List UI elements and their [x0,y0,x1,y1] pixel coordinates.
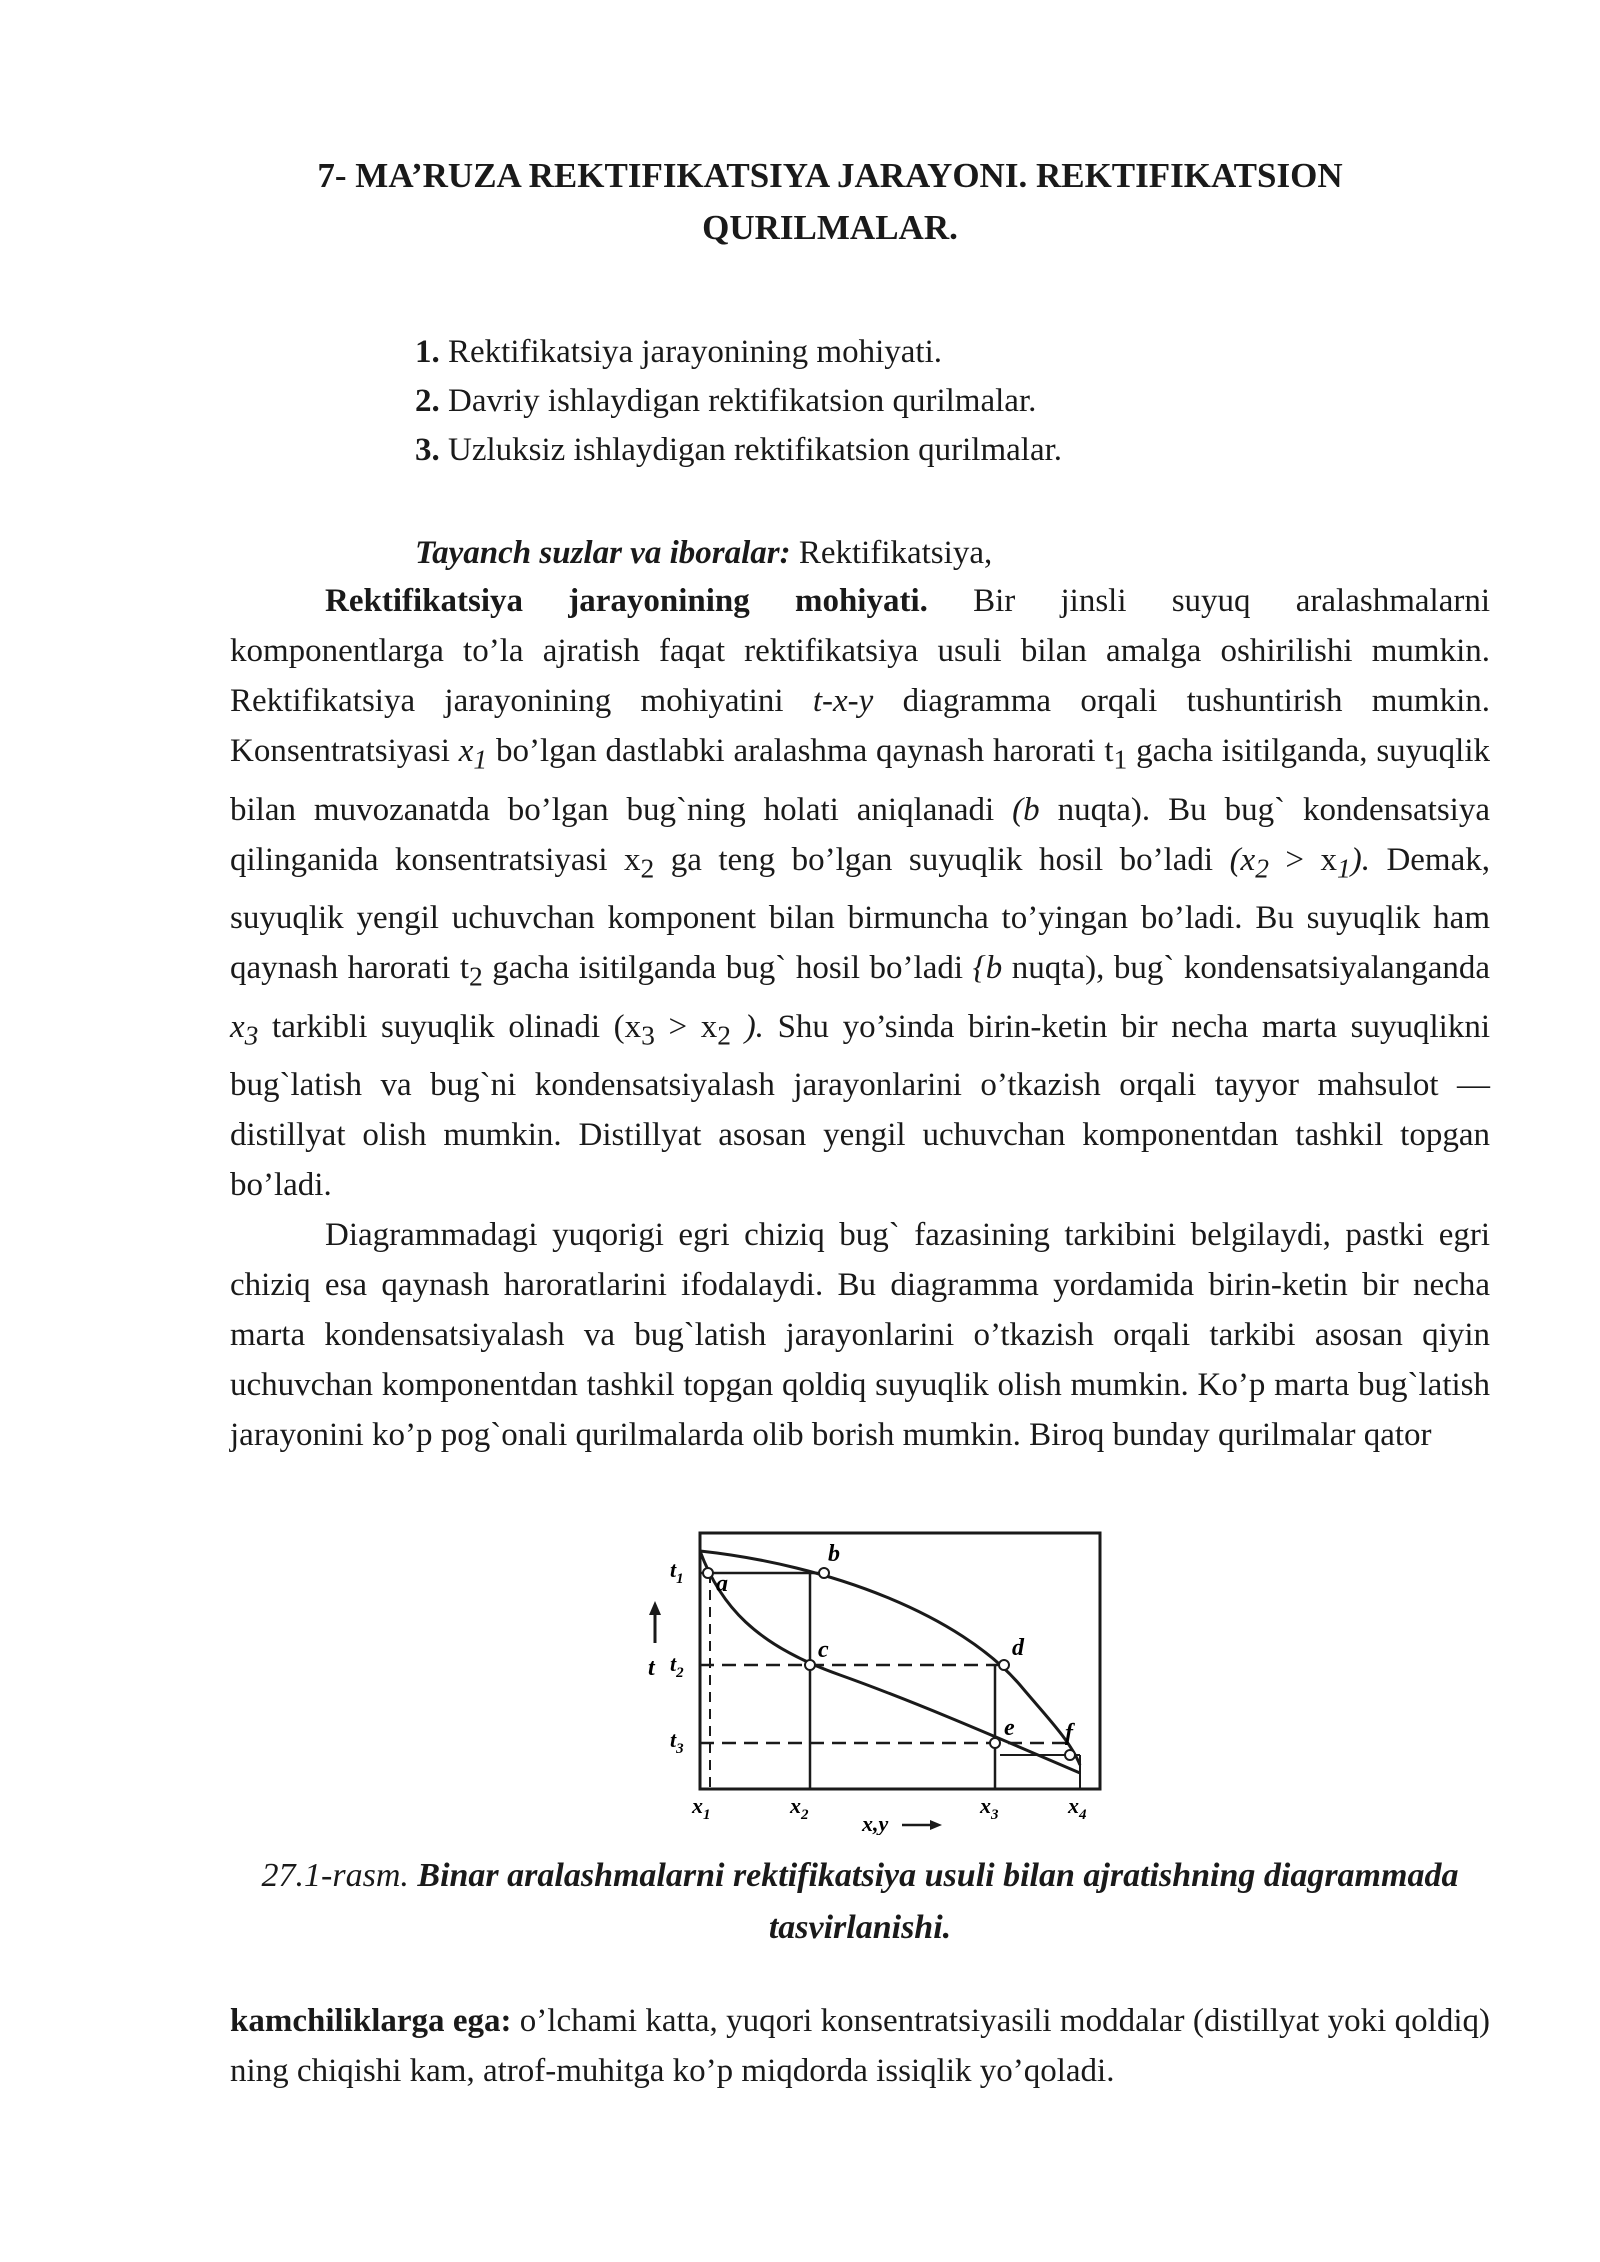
text-run: ). [744,1008,764,1045]
keywords-line [415,528,992,578]
topic-number: 1. [415,334,440,370]
x1-label: $x_1$ [692,1793,711,1823]
subscript: 2 [1255,852,1269,884]
text-run: ga teng bo’lgan suyuqlik hosil bo’ladi [654,841,1230,878]
text-run: nuqta), bug` kondensatsiyalanganda [1002,950,1491,987]
subscript: 2 [469,960,483,992]
text-run: tarkibli suyuqlik olinadi (x [258,1008,642,1045]
topics-list [415,328,1062,475]
topic-item [415,377,1062,426]
main-text [230,576,1490,1460]
text-run: Demak, suyuqlik yengil uchuvchan komponent bilan birmuncha to’yingan bo’ladi. Bu suyuqlik ham qaynash harorati t [230,841,1490,987]
closing-label: kamchiliklarga ega: [230,2003,512,2039]
x4-label: $x_4$ [1068,1793,1087,1823]
point-label-d: d [1012,1635,1024,1661]
point-c [805,1660,815,1670]
section-heading: Rektifikatsiya jarayonining mohiyati. [325,583,928,619]
text-run: gacha isitilganda bug` hosil bo’ladi [482,950,973,987]
t2-label: $t_2$ [670,1651,684,1681]
point-d [999,1660,1009,1670]
t3-label: $t_3$ [670,1727,684,1757]
keywords-label: Tayanch suzlar va iboralar: [415,535,791,571]
topic-text: Davriy ishlaydigan rektifikatsion qurilmalar. [439,383,1037,419]
t-axis-arrowhead [649,1601,661,1615]
subscript: 1 [1336,852,1351,884]
title-line-1: 7- MA’RUZA REKTIFIKATSIYA JARAYONI. REKTIFIKATSION [317,156,1343,195]
point-e [990,1738,1000,1748]
topic-text: Rektifikatsiya jarayonining mohiyati. [439,334,942,370]
text-run: gacha isitilganda, suyuqlik bilan muvozanatda bo’lgan bug`ning holati aniqlanadi [230,733,1490,828]
subscript: 2 [717,1019,732,1051]
topic-number: 3. [415,432,440,468]
subscript: 1 [1113,743,1128,775]
closing-text: o’lchami katta, yuqori konsentratsiyasili moddalar (distillyat yoki qoldiq) ning chiqishi kam, atrof-muhitga ko’p miqdorda issiqlik yo’qoladi. [230,2003,1490,2089]
text-run: bo’lgan dastlabki aralashma qaynash harorati t [487,733,1114,769]
text-run [731,1009,745,1045]
text-run: (x [1229,841,1256,878]
text-run: > x [1268,841,1337,878]
topic-item [415,328,1062,377]
x2-label: $x_2$ [790,1793,809,1823]
text-run: x [458,733,474,769]
t1-label: $t_1$ [670,1557,684,1587]
text-run: (b [1012,791,1040,828]
subscript: 1 [473,743,488,775]
x-axis-arrowhead [930,1820,942,1830]
paragraph-2: Diagrammadagi yuqorigi egri chiziq bug` fazasining tarkibini belgilaydi, pastki egri chiziq esa qaynash haroratlarini ifodalaydi. Bu diagramma yordamida birin-ketin bir necha marta kondensatsiyalash va bug`latish jarayonlarini o’tkazish orqali tarkibi asosan qiyin uchuvchan komponentdan tashkil topgan qoldiq suyuqlik olish mumkin. Ko’p marta bug`latish jarayonini ko’p pog`onali qurilmalarda olib borish mumkin. Biroq bunday qurilmalar qator [230,1217,1490,1454]
keywords-text: Rektifikatsiya, [790,535,993,571]
y-axis-label: t [648,1655,655,1681]
text-run: x [230,1008,245,1045]
text-run: > x [654,1008,718,1045]
title-line-2: QURILMALAR. [702,208,958,247]
text-run: t-x-y [812,683,874,719]
point-f [1065,1750,1075,1760]
closing-paragraph [230,1996,1490,2096]
caption-number: 27.1-rasm. [261,1857,409,1894]
topic-number: 2. [415,383,440,419]
text-run: Bir jinsli suyuq aralashmalarni komponentlarga to’la ajratish faqat rektifikatsiya usuli bilan amalga oshirilishi mumkin. Rektifikatsiya jarayonining mohiyatini [230,583,1491,719]
point-label-c: c [818,1637,829,1663]
point-label-b: b [828,1541,840,1567]
point-label-e: e [1004,1715,1015,1741]
text-run: Shu yo’sinda birin-ketin bir necha marta suyuqlikni bug`latish va bug`ni kondensatsiyalash jarayonlarini o’tkazish orqali tayyor mahsulot — distillyat olish mumkin. Distillyat asosan yengil uchuvchan komponentdan tashkil topgan bo’ladi. [230,1008,1490,1204]
txy-diagram [640,1525,1110,1835]
paragraph-1 [230,576,1490,1210]
point-label-a: a [716,1571,728,1597]
text-run: ). [1350,841,1370,878]
point-a [703,1568,713,1578]
boiling-curve [700,1551,1080,1773]
x3-label: $x_3$ [980,1793,999,1823]
text-run: diagramma orqali tushuntirish mumkin. Konsentratsiyasi [230,683,1491,769]
text-run: {b [972,950,1003,987]
x-axis-label: x,y [862,1811,889,1835]
figure-caption [230,1850,1490,1954]
diagram-frame [700,1533,1100,1789]
text-run: nuqta). Bu bug` kondensatsiya qilinganida konsentratsiyasi x [230,791,1490,878]
subscript: 2 [640,852,655,884]
lecture-title [230,150,1430,254]
subscript: 3 [244,1019,259,1051]
topic-text: Uzluksiz ishlaydigan rektifikatsion qurilmalar. [439,432,1063,468]
caption-title: Binar aralashmalarni rektifikatsiya usuli bilan ajratishning diagrammada tasvirlanishi. [408,1857,1459,1946]
subscript: 3 [641,1019,655,1051]
topic-item [415,426,1062,475]
point-label-f: f [1065,1720,1073,1746]
point-b [819,1568,829,1578]
